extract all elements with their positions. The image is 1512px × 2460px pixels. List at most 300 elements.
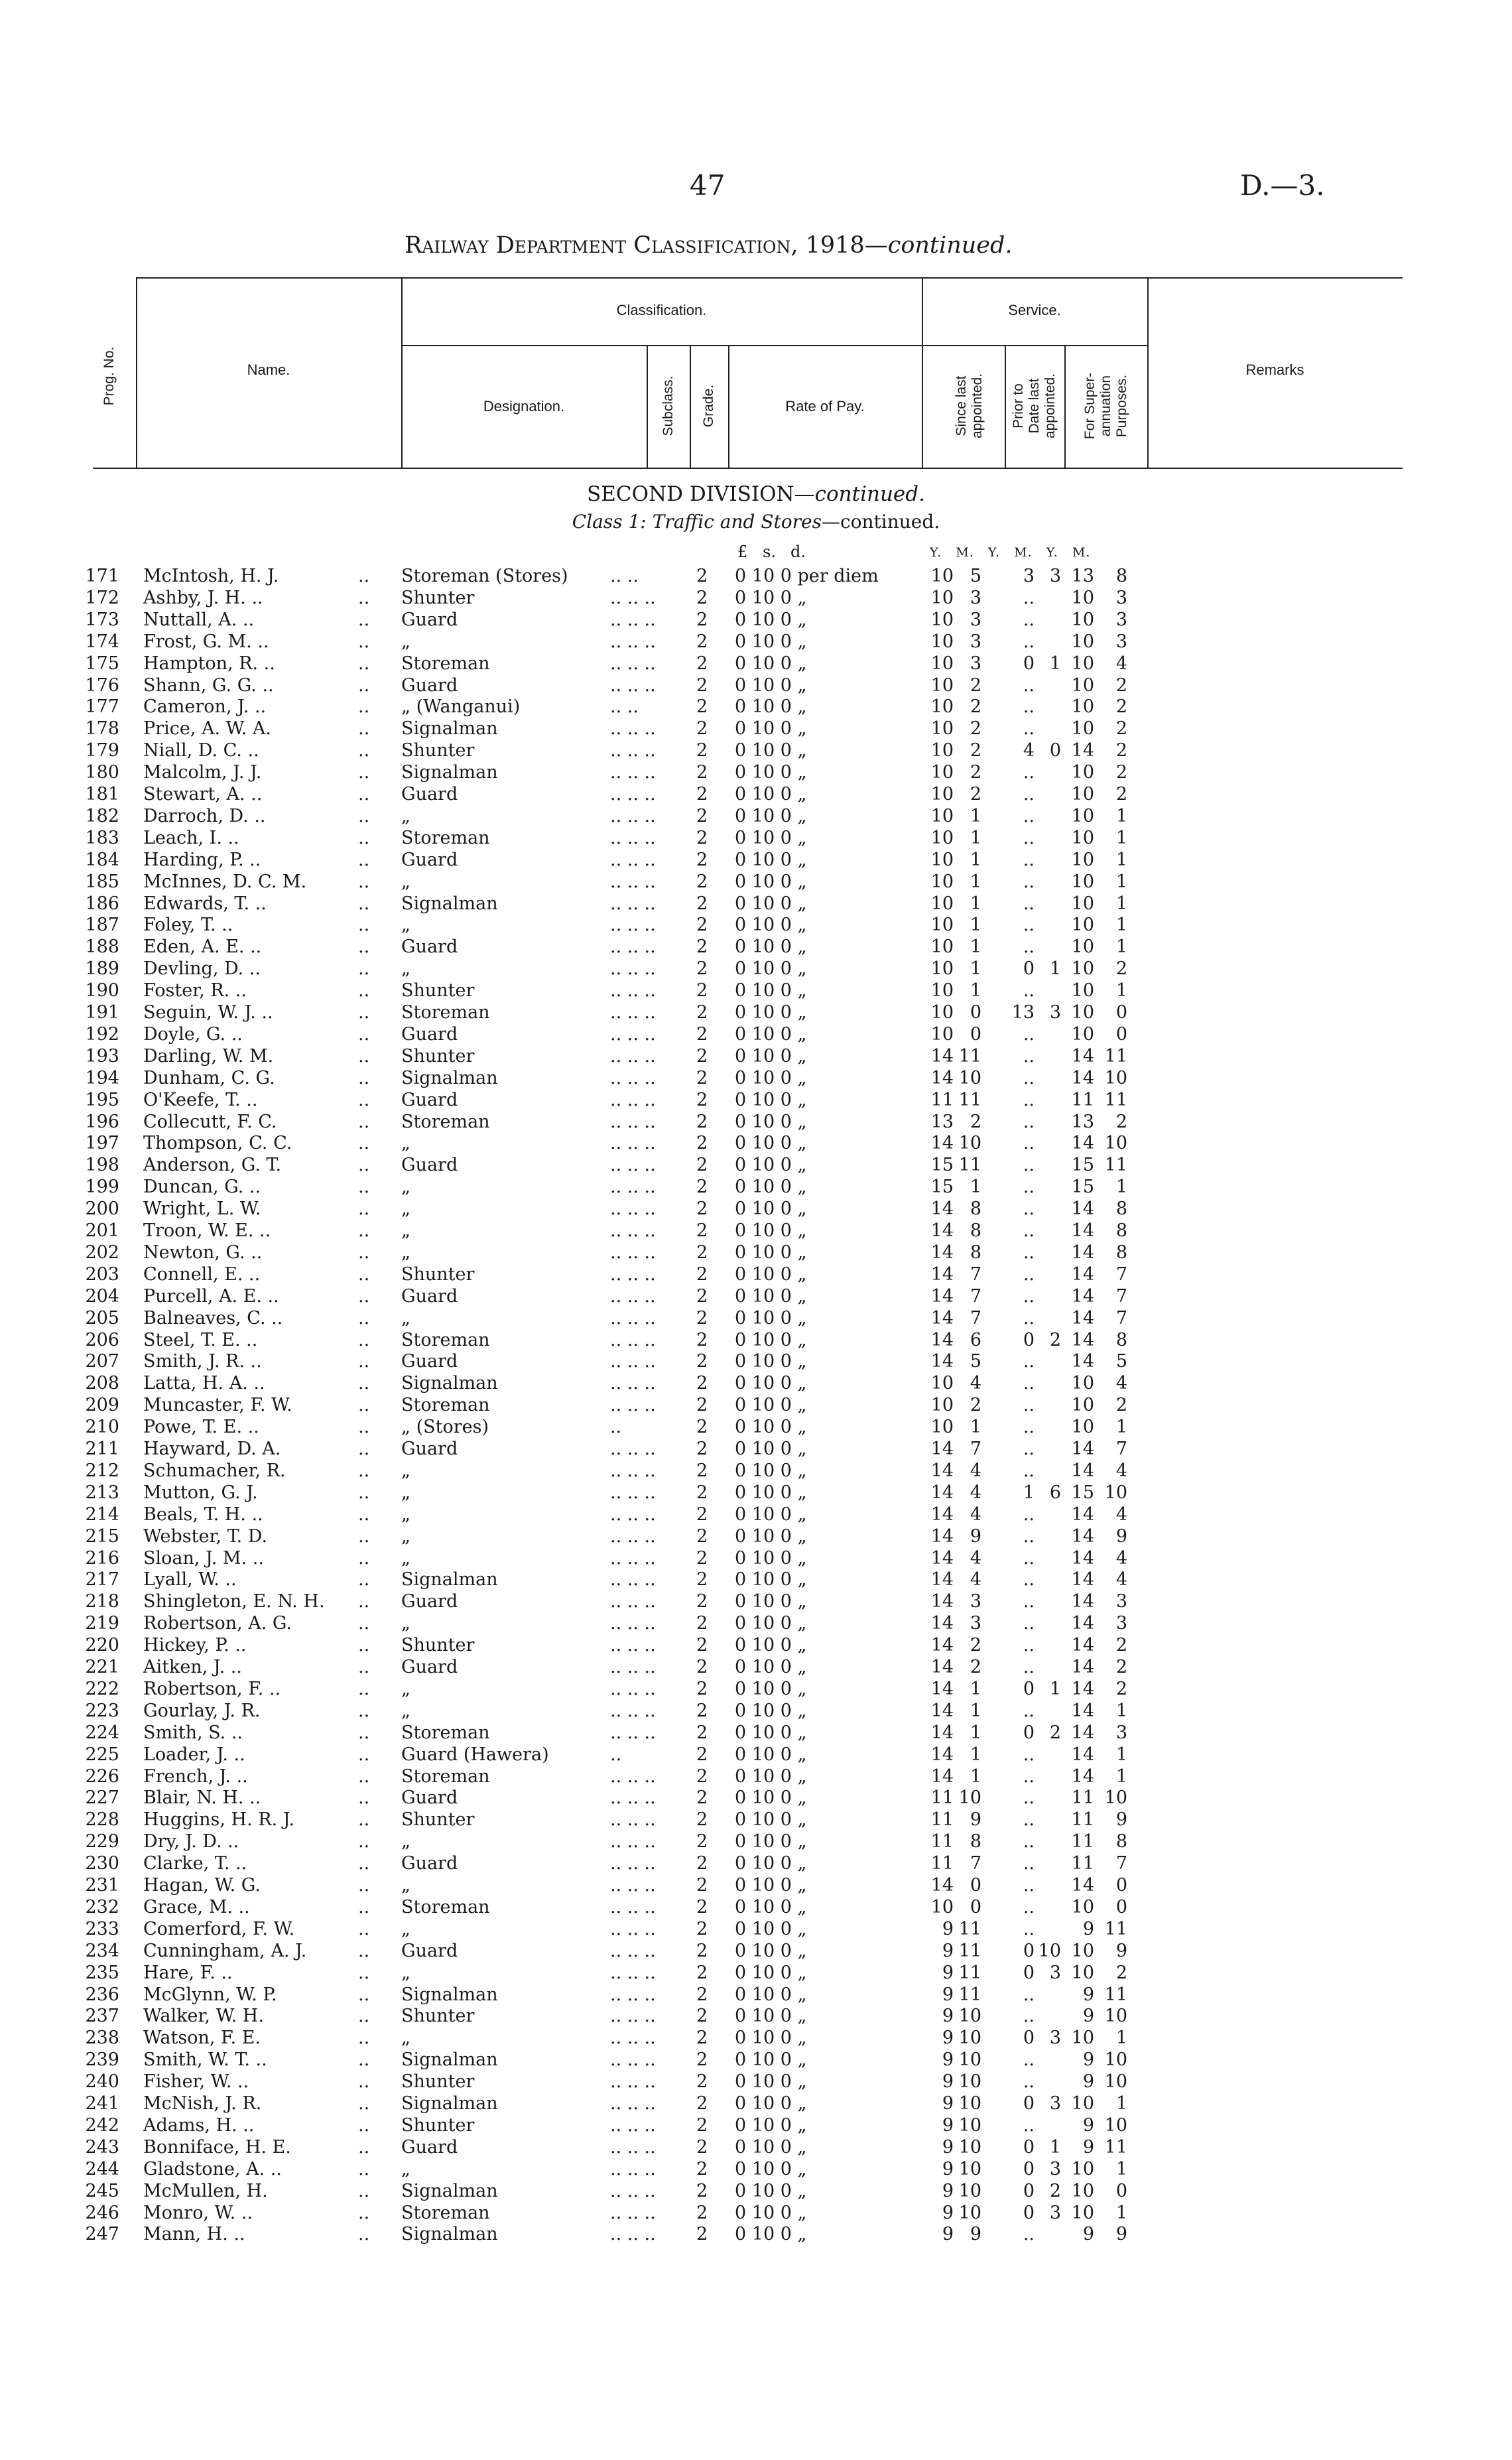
super-months: 7: [1115, 1285, 1127, 1307]
prior-months: 3: [1049, 2028, 1061, 2049]
leader-dots: ..: [358, 2049, 370, 2071]
prog-number: 234: [85, 1940, 119, 1961]
leader-dots: .. .. ..: [610, 871, 656, 892]
prior-years: ..: [1023, 1395, 1035, 1416]
prior-years: ..: [1023, 1307, 1035, 1328]
leader-dots: .. .. ..: [610, 1918, 656, 1939]
prior-years: ..: [1023, 2071, 1035, 2093]
super-months: 4: [1115, 1569, 1127, 1590]
prior-years: 0: [1023, 2093, 1035, 2114]
table-row: [0, 1351, 1512, 1373]
prior-years: 0: [1023, 2180, 1035, 2201]
leader-dots: ..: [358, 1831, 370, 1852]
super-months: 4: [1115, 1547, 1127, 1569]
super-months: 11: [1104, 1045, 1127, 1067]
leader-dots: ..: [358, 915, 370, 936]
since-months: 4: [970, 1504, 981, 1525]
prog-number: 191: [85, 1002, 119, 1023]
since-years: 10: [930, 1373, 954, 1394]
prog-number: 227: [85, 1787, 119, 1809]
super-months: 9: [1115, 1525, 1127, 1547]
since-years: 11: [930, 1809, 954, 1831]
employee-name: Collecutt, F. C.: [143, 1111, 277, 1132]
rate-of-pay: 0 10 0 „: [735, 1285, 807, 1307]
table-row: [0, 762, 1512, 784]
leader-dots: .. .. ..: [610, 653, 656, 674]
prog-number: 176: [85, 675, 119, 696]
table-row: [0, 1701, 1512, 1722]
prior-years: ..: [1023, 1220, 1035, 1241]
super-months: 2: [1115, 784, 1127, 805]
employee-name: Darling, W. M.: [143, 1045, 274, 1067]
prog-number: 183: [85, 827, 119, 848]
leader-dots: .. .. ..: [610, 587, 656, 608]
prog-number: 196: [85, 1111, 119, 1132]
designation: Storeman: [401, 1395, 490, 1416]
since-years: 10: [930, 718, 954, 740]
designation: Signalman: [401, 2049, 498, 2071]
since-months: 7: [970, 1853, 981, 1874]
designation: Shunter: [401, 2071, 475, 2093]
designation: „: [401, 2158, 410, 2179]
designation: Signalman: [401, 1569, 498, 1590]
grade: 2: [696, 1482, 708, 1503]
grade: 2: [696, 1591, 708, 1612]
table-row: [0, 1744, 1512, 1766]
prior-years: 0: [1023, 1678, 1035, 1699]
grade: 2: [696, 1242, 708, 1263]
super-years: 14: [1071, 1678, 1094, 1699]
since-years: 10: [930, 784, 954, 805]
grade: 2: [696, 566, 708, 586]
employee-name: Gourlay, J. R.: [143, 1700, 261, 1721]
grade: 2: [696, 1635, 708, 1656]
employee-name: Steel, T. E. ..: [143, 1329, 258, 1350]
super-months: 2: [1115, 1395, 1127, 1416]
since-years: 10: [930, 675, 954, 696]
prior-years: ..: [1023, 1504, 1035, 1525]
employee-name: Eden, A. E. ..: [143, 937, 262, 958]
super-months: 2: [1115, 958, 1127, 980]
since-years: 14: [930, 1351, 954, 1372]
designation: Shunter: [401, 740, 475, 761]
leader-dots: .. .. ..: [610, 1547, 656, 1569]
header-divider: [1005, 345, 1006, 468]
leader-dots: ..: [358, 1220, 370, 1241]
table-row: [0, 1155, 1512, 1177]
super-months: 10: [1104, 1067, 1127, 1088]
employee-name: McInnes, D. C. M.: [143, 871, 307, 892]
grade: 2: [696, 915, 708, 936]
super-years: 10: [1071, 718, 1094, 740]
designation: Guard: [401, 1155, 458, 1176]
leader-dots: ..: [358, 1678, 370, 1699]
table-row: [0, 1002, 1512, 1024]
prior-years: ..: [1023, 2224, 1035, 2245]
leader-dots: .. .. ..: [610, 1678, 656, 1699]
rate-of-pay: 0 10 0 „: [735, 1744, 807, 1765]
since-months: 7: [970, 1307, 981, 1328]
prior-years: ..: [1023, 1177, 1035, 1198]
leader-dots: ..: [358, 2114, 370, 2136]
employee-name: Darroch, D. ..: [143, 805, 266, 826]
grade: 2: [696, 1417, 708, 1438]
since-months: 11: [958, 1089, 981, 1110]
designation: Shunter: [401, 980, 475, 1002]
grade: 2: [696, 1002, 708, 1023]
table-row: [0, 1133, 1512, 1155]
prior-years: ..: [1023, 1613, 1035, 1634]
since-years: 14: [930, 1700, 954, 1721]
since-months: 1: [970, 827, 981, 848]
grade: 2: [696, 849, 708, 870]
rate-of-pay: 0 10 0 „: [735, 1482, 807, 1503]
designation: „: [401, 1133, 410, 1154]
since-months: 7: [970, 1285, 981, 1307]
employee-name: Muncaster, F. W.: [143, 1395, 292, 1416]
leader-dots: ..: [358, 1482, 370, 1503]
table-row: [0, 1286, 1512, 1308]
super-years: 14: [1071, 1242, 1094, 1263]
super-months: 2: [1115, 675, 1127, 696]
super-months: 4: [1115, 1460, 1127, 1481]
leader-dots: ..: [358, 1155, 370, 1176]
since-months: 10: [958, 2202, 981, 2223]
leader-dots: .. .. ..: [610, 1525, 656, 1547]
since-months: 2: [970, 696, 981, 718]
designation: Signalman: [401, 2093, 498, 2114]
employee-name: Nuttall, A. ..: [143, 609, 255, 630]
table-row: [0, 631, 1512, 653]
rate-of-pay: 0 10 0 „: [735, 1962, 807, 1983]
super-months: 10: [1104, 2049, 1127, 2071]
super-years: 10: [1071, 871, 1094, 892]
leader-dots: .. .. ..: [610, 937, 656, 958]
leader-dots: ..: [358, 1329, 370, 1350]
leader-dots: .. .. ..: [610, 1591, 656, 1612]
prior-years: ..: [1023, 2006, 1035, 2027]
prog-number: 210: [85, 1417, 119, 1438]
rate-of-pay: 0 10 0 „: [735, 1023, 807, 1045]
leader-dots: .. .. ..: [610, 718, 656, 740]
since-months: 0: [970, 1875, 981, 1896]
table-row: [0, 566, 1512, 588]
table-row: [0, 1984, 1512, 2006]
leader-dots: .. ..: [610, 696, 639, 718]
prior-years: ..: [1023, 1351, 1035, 1372]
since-months: 11: [958, 1918, 981, 1939]
table-row: [0, 1963, 1512, 1984]
leader-dots: ..: [358, 1853, 370, 1874]
table-row: [0, 2093, 1512, 2115]
rate-of-pay: 0 10 0 „: [735, 1504, 807, 1525]
since-years: 14: [930, 1657, 954, 1677]
super-years: 14: [1071, 1067, 1094, 1088]
since-months: 2: [970, 718, 981, 740]
grade: 2: [696, 1744, 708, 1765]
since-years: 14: [930, 1285, 954, 1307]
super-months: 8: [1115, 1220, 1127, 1241]
rate-of-pay: 0 10 0 „: [735, 1591, 807, 1612]
leader-dots: .. .. ..: [610, 1809, 656, 1831]
prog-number: 221: [85, 1657, 119, 1677]
employee-name: Grace, M. ..: [143, 1896, 250, 1917]
super-years: 14: [1071, 1569, 1094, 1590]
header-classification: Classification.: [616, 302, 707, 318]
prog-number: 203: [85, 1263, 119, 1285]
prog-number: 200: [85, 1198, 119, 1220]
super-years: 10: [1071, 1023, 1094, 1045]
prog-number: 184: [85, 849, 119, 870]
grade: 2: [696, 1220, 708, 1241]
since-months: 6: [970, 1329, 981, 1350]
super-months: 3: [1115, 587, 1127, 608]
prog-number: 171: [85, 566, 119, 586]
super-years: 10: [1071, 762, 1094, 783]
employee-name: Balneaves, C. ..: [143, 1307, 283, 1328]
designation: Signalman: [401, 893, 498, 914]
super-years: 10: [1071, 1395, 1094, 1416]
since-years: 14: [930, 1460, 954, 1481]
super-months: 8: [1115, 1831, 1127, 1852]
prior-years: ..: [1023, 1918, 1035, 1939]
prior-years: ..: [1023, 1089, 1035, 1110]
leader-dots: .. .. ..: [610, 2049, 656, 2071]
class-suffix: —continued.: [821, 511, 940, 533]
prior-years: ..: [1023, 587, 1035, 608]
header-rate-of-pay: Rate of Pay.: [785, 398, 865, 415]
leader-dots: .. .. ..: [610, 631, 656, 652]
since-months: 2: [970, 1395, 981, 1416]
prior-years: ..: [1023, 871, 1035, 892]
super-years: 10: [1071, 1373, 1094, 1394]
table-row: [0, 1722, 1512, 1744]
since-months: 1: [970, 937, 981, 958]
prior-years: ..: [1023, 1547, 1035, 1569]
employee-name: Huggins, H. R. J.: [143, 1809, 295, 1831]
designation: „ (Stores): [401, 1417, 489, 1438]
prog-number: 179: [85, 740, 119, 761]
grade: 2: [696, 958, 708, 980]
grade: 2: [696, 937, 708, 958]
designation: „: [401, 1242, 410, 1263]
designation: Guard: [401, 1285, 458, 1307]
since-years: 9: [942, 2202, 954, 2223]
employee-name: Hagan, W. G.: [143, 1875, 261, 1896]
since-years: 9: [942, 2006, 954, 2027]
leader-dots: .. .. ..: [610, 958, 656, 980]
table-row: [0, 1941, 1512, 1963]
leader-dots: .. .. ..: [610, 1700, 656, 1721]
since-months: 8: [970, 1198, 981, 1220]
table-row: [0, 1460, 1512, 1482]
prog-number: 204: [85, 1285, 119, 1307]
designation: Guard: [401, 937, 458, 958]
table-row: [0, 1897, 1512, 1919]
employee-name: Webster, T. D.: [143, 1525, 268, 1547]
leader-dots: .. .. ..: [610, 2071, 656, 2093]
leader-dots: .. .. ..: [610, 1177, 656, 1198]
super-months: 10: [1104, 2114, 1127, 2136]
super-months: 0: [1115, 2180, 1127, 2201]
table-row: [0, 2137, 1512, 2159]
since-months: 11: [958, 1155, 981, 1176]
super-years: 10: [1071, 587, 1094, 608]
leader-dots: ..: [358, 937, 370, 958]
leader-dots: .. .. ..: [610, 1023, 656, 1045]
leader-dots: ..: [358, 1285, 370, 1307]
designation: „: [401, 1525, 410, 1547]
prog-number: 237: [85, 2006, 119, 2027]
prior-months: 3: [1049, 1002, 1061, 1023]
grade: 2: [696, 893, 708, 914]
leader-dots: ..: [358, 784, 370, 805]
employee-name: Gladstone, A. ..: [143, 2158, 282, 2179]
super-months: 5: [1115, 1351, 1127, 1372]
grade: 2: [696, 1831, 708, 1852]
rate-of-pay: 0 10 0 „: [735, 1263, 807, 1285]
prior-years: 0: [1023, 2158, 1035, 2179]
grade: 2: [696, 2202, 708, 2223]
super-months: 2: [1115, 762, 1127, 783]
since-years: 10: [930, 958, 954, 980]
prior-years: ..: [1023, 1809, 1035, 1831]
designation: Guard: [401, 1853, 458, 1874]
prog-number: 220: [85, 1635, 119, 1656]
leader-dots: ..: [358, 1809, 370, 1831]
prior-years: ..: [1023, 696, 1035, 718]
rate-of-pay: 0 10 0 „: [735, 1853, 807, 1874]
super-years: 14: [1071, 1525, 1094, 1547]
super-years: 14: [1071, 1307, 1094, 1328]
prog-number: 172: [85, 587, 119, 608]
table-row: [0, 1112, 1512, 1133]
leader-dots: ..: [358, 1307, 370, 1328]
rate-of-pay: 0 10 0 „: [735, 2158, 807, 2179]
grade: 2: [696, 2224, 708, 2245]
super-years: 14: [1071, 1351, 1094, 1372]
leader-dots: .. .. ..: [610, 1067, 656, 1088]
leader-dots: .. .. ..: [610, 1875, 656, 1896]
grade: 2: [696, 1045, 708, 1067]
table-row: [0, 2224, 1512, 2246]
leader-dots: .. ..: [610, 566, 639, 586]
leader-dots: ..: [358, 1045, 370, 1067]
since-months: 0: [970, 1002, 981, 1023]
prog-number: 238: [85, 2028, 119, 2049]
since-months: 8: [970, 1220, 981, 1241]
since-years: 14: [930, 1133, 954, 1154]
grade: 2: [696, 1198, 708, 1220]
since-months: 1: [970, 1766, 981, 1787]
prior-years: ..: [1023, 1439, 1035, 1459]
leader-dots: ..: [358, 2071, 370, 2093]
super-years: 14: [1071, 1722, 1094, 1743]
leader-dots: .. .. ..: [610, 849, 656, 870]
super-years: 14: [1071, 1263, 1094, 1285]
super-months: 2: [1115, 1962, 1127, 1983]
since-years: 14: [930, 1242, 954, 1263]
table-row: [0, 1264, 1512, 1286]
since-months: 3: [970, 609, 981, 630]
leader-dots: .. .. ..: [610, 1198, 656, 1220]
leader-dots: .. .. ..: [610, 2180, 656, 2201]
employee-name: Hayward, D. A.: [143, 1439, 281, 1459]
super-years: 14: [1071, 1613, 1094, 1634]
leader-dots: ..: [610, 1744, 622, 1765]
leader-dots: .. .. ..: [610, 1831, 656, 1852]
designation: Guard: [401, 1023, 458, 1045]
prog-number: 230: [85, 1853, 119, 1874]
designation: Storeman (Stores): [401, 566, 568, 586]
rate-of-pay: 0 10 0 „: [735, 1089, 807, 1110]
leader-dots: ..: [358, 849, 370, 870]
super-years: 14: [1071, 1635, 1094, 1656]
rate-of-pay: 0 10 0 „: [735, 2049, 807, 2071]
rate-of-pay: 0 10 0 „: [735, 893, 807, 914]
rate-of-pay: 0 10 0 „: [735, 2006, 807, 2027]
header-prog-no: Prog. No.: [101, 346, 117, 406]
rate-of-pay: 0 10 0 „: [735, 1984, 807, 2005]
employee-name: Devling, D. ..: [143, 958, 261, 980]
employee-name: Duncan, G. ..: [143, 1177, 261, 1198]
designation: Storeman: [401, 1329, 490, 1350]
prog-number: 188: [85, 937, 119, 958]
leader-dots: .. .. ..: [610, 1045, 656, 1067]
super-months: 1: [1115, 2158, 1127, 2179]
designation: Guard: [401, 1591, 458, 1612]
leader-dots: ..: [358, 893, 370, 914]
grade: 2: [696, 1351, 708, 1372]
super-years: 14: [1071, 1460, 1094, 1481]
page-title: [405, 232, 1013, 259]
prior-years: ..: [1023, 1831, 1035, 1852]
leader-dots: .. .. ..: [610, 1940, 656, 1961]
since-months: 3: [970, 1613, 981, 1634]
super-years: 14: [1071, 1329, 1094, 1350]
since-years: 10: [930, 937, 954, 958]
designation: „: [401, 1918, 410, 1939]
since-months: 7: [970, 1439, 981, 1459]
super-months: 4: [1115, 653, 1127, 674]
super-years: 10: [1071, 937, 1094, 958]
prog-number: 197: [85, 1133, 119, 1154]
prior-years: 0: [1023, 1722, 1035, 1743]
employee-name: Clarke, T. ..: [143, 1853, 247, 1874]
super-years: 14: [1071, 1700, 1094, 1721]
since-months: 10: [958, 2028, 981, 2049]
designation: „: [401, 1504, 410, 1525]
rate-of-pay: 0 10 0 „: [735, 1307, 807, 1328]
class-prefix: Class 1:: [572, 511, 647, 533]
prior-months: 3: [1049, 2158, 1061, 2179]
grade: 2: [696, 2158, 708, 2179]
since-months: 2: [970, 1635, 981, 1656]
class-italic: Traffic and Stores: [652, 511, 822, 533]
prog-number: 212: [85, 1460, 119, 1481]
since-years: 9: [942, 2049, 954, 2071]
designation: Guard: [401, 784, 458, 805]
since-years: 10: [930, 871, 954, 892]
employee-name: McNish, J. R.: [143, 2093, 262, 2114]
prior-years: ..: [1023, 1569, 1035, 1590]
since-years: 14: [930, 1591, 954, 1612]
super-months: 0: [1115, 1875, 1127, 1896]
designation: „: [401, 631, 410, 652]
table-row: [0, 1417, 1512, 1439]
leader-dots: ..: [358, 653, 370, 674]
page-number: 47: [690, 169, 725, 202]
